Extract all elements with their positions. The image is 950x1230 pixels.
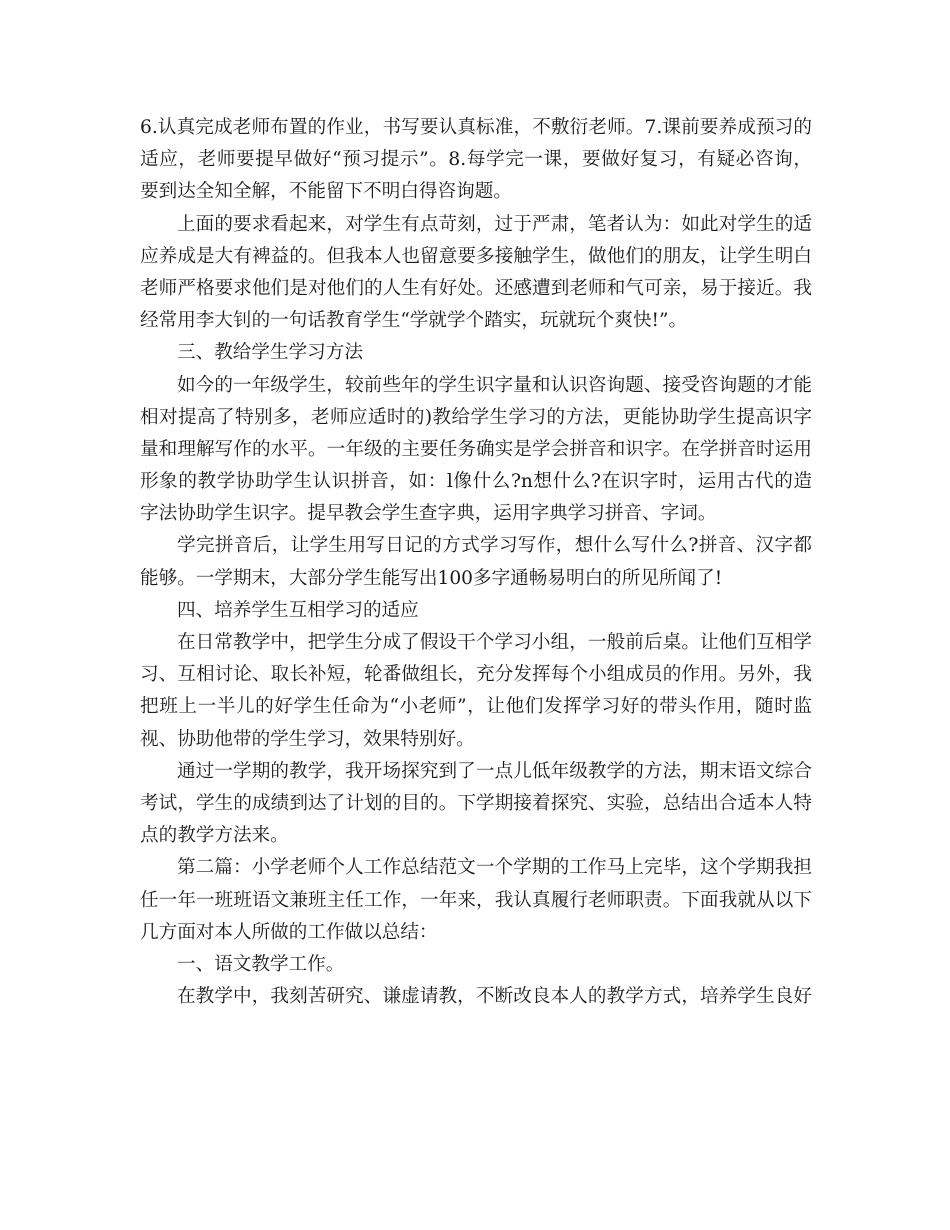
- text-line: 如今的一年级学生，较前些年的学生识字量和认识咨询题、接受咨询题的才能: [177, 374, 812, 396]
- text-line: 字法协助学生识字。提早教会学生查字典，运用字典学习拼音、字词。: [140, 503, 717, 525]
- text-line: 经常用李大钊的一句话教育学生“学就学个踏实，玩就玩个爽快!”。: [140, 310, 688, 332]
- text-line: 在教学中，我刻苦研究、谦虚请教，不断改良本人的教学方式，培养学生良好: [177, 986, 812, 1008]
- text-line: 四、培养学生互相学习的适应: [177, 599, 419, 621]
- text-line: 形象的教学协助学生认识拼音，如：l像什么?n想什么?在识字时，运用古代的造: [140, 471, 812, 493]
- text-line: 点的教学方法来。: [140, 825, 289, 847]
- text-line: 能够。一学期末，大部分学生能写出100多字通畅易明白的所见所闻了!: [140, 567, 723, 589]
- text-line: 一、语文教学工作。: [177, 953, 345, 975]
- text-line: 任一年一班班语文兼班主任工作，一年来，我认真履行老师职责。下面我就从以下: [140, 889, 812, 911]
- text-line: 量和理解写作的水平。一年级的主要任务确实是学会拼音和识字。在学拼音时运用: [140, 438, 812, 460]
- text-line: 考试，学生的成绩到达了计划的目的。下学期接着探究、实验，总结出合适本人特: [140, 792, 812, 814]
- text-line: 老师严格要求他们是对他们的人生有好处。还感遭到老师和气可亲，易于接近。我: [140, 277, 812, 299]
- text-line: 通过一学期的教学，我开场探究到了一点儿低年级教学的方法，期末语文综合: [177, 760, 812, 782]
- text-line: 6.认真完成老师布置的作业，书写要认真标准，不敷衍老师。7.课前要养成预习的: [140, 117, 812, 138]
- text-line: 把班上一半儿的好学生任命为“小老师”，让他们发挥学习好的带头作用，随时监: [140, 696, 812, 718]
- text-line: 学完拼音后，让学生用写日记的方式学习写作，想什么写什么?拼音、汉字都: [177, 535, 812, 557]
- text-line: 应养成是大有裨益的。但我本人也留意要多接触学生，做他们的朋友，让学生明白: [140, 245, 812, 267]
- text-line: 要到达全知全解，不能留下不明白得咨询题。: [140, 181, 512, 203]
- document-body: [140, 112, 812, 1013]
- text-line: 在日常教学中，把学生分成了假设干个学习小组，一般前后桌。让他们互相学: [177, 632, 812, 653]
- text-line: 三、教给学生学习方法: [177, 342, 363, 364]
- text-line: 习、互相讨论、取长补短，轮番做组长，充分发挥每个小组成员的作用。另外，我: [140, 664, 812, 686]
- text-line: 视、协助他带的学生学习，效果特别好。: [140, 728, 475, 750]
- text-line: 第二篇：小学老师个人工作总结范文一个学期的工作马上完毕，这个学期我担: [177, 857, 812, 879]
- text-line: 上面的要求看起来，对学生有点苛刻，过于严肃，笔者认为：如此对学生的适: [177, 213, 812, 235]
- text-line: 几方面对本人所做的工作做以总结：: [140, 921, 438, 943]
- text-line: 相对提高了特别多，老师应适时的)教给学生学习的方法，更能协助学生提高识字: [140, 406, 812, 428]
- text-line: 适应，老师要提早做好“预习提示”。8.每学完一课，要做好复习，有疑必咨询，: [140, 149, 812, 171]
